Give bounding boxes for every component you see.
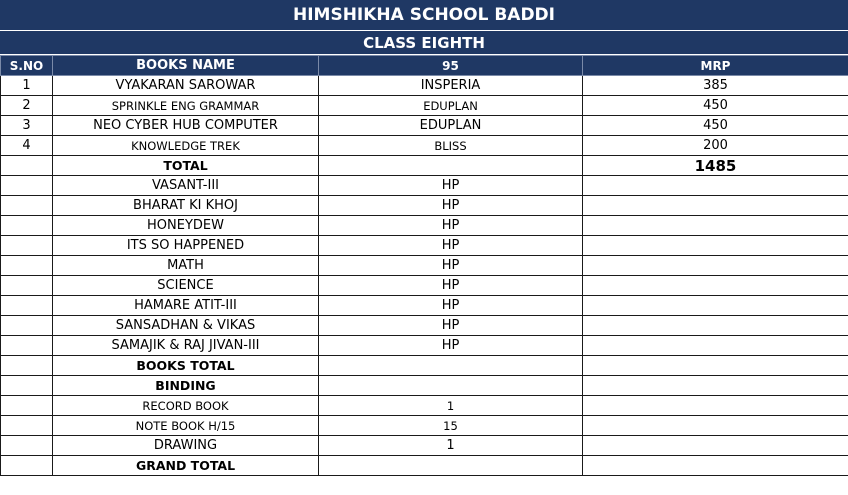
publisher-cell: HP [319, 176, 583, 196]
mrp-cell [583, 436, 848, 456]
publisher-cell [319, 456, 583, 476]
publisher-cell: BLISS [319, 136, 583, 156]
publisher-cell: HP [319, 236, 583, 256]
mrp-cell [583, 216, 848, 236]
mrp-cell: 385 [583, 76, 848, 96]
publisher-cell: EDUPLAN [319, 96, 583, 116]
book-name-cell: SAMAJIK & RAJ JIVAN-III [53, 336, 319, 356]
book-name-cell: SPRINKLE ENG GRAMMAR [53, 96, 319, 116]
table-row [1, 216, 848, 236]
mrp-cell: 450 [583, 116, 848, 136]
table-row [1, 436, 848, 456]
sno-cell [1, 256, 53, 276]
book-name-cell: DRAWING [53, 436, 319, 456]
column-header-mrp: MRP [583, 56, 848, 76]
publisher-cell: HP [319, 256, 583, 276]
table-row [1, 236, 848, 256]
sno-cell [1, 356, 53, 376]
publisher-cell: HP [319, 336, 583, 356]
table-row [1, 136, 848, 156]
mrp-cell [583, 296, 848, 316]
table-row [1, 336, 848, 356]
table-row [1, 316, 848, 336]
mrp-cell [583, 256, 848, 276]
binding-label: BINDING [53, 376, 319, 396]
book-name-cell: HAMARE ATIT-III [53, 296, 319, 316]
quantity-cell: 15 [319, 416, 583, 436]
sno-cell [1, 176, 53, 196]
sno-cell [1, 456, 53, 476]
book-name-cell: SANSADHAN & VIKAS [53, 316, 319, 336]
total-value: 1485 [583, 156, 848, 176]
school-title: HIMSHIKHA SCHOOL BADDI [0, 0, 848, 31]
publisher-cell: INSPERIA [319, 76, 583, 96]
sno-cell [1, 396, 53, 416]
book-name-cell: KNOWLEDGE TREK [53, 136, 319, 156]
total-row [1, 156, 848, 176]
table-row [1, 116, 848, 136]
book-name-cell: BHARAT KI KHOJ [53, 196, 319, 216]
publisher-cell [319, 356, 583, 376]
total-label: TOTAL [53, 156, 319, 176]
mrp-cell: 200 [583, 136, 848, 156]
mrp-cell [583, 396, 848, 416]
table-row [1, 196, 848, 216]
table-row [1, 416, 848, 436]
sno-cell [1, 416, 53, 436]
column-header-books-name: BOOKS NAME [53, 56, 319, 76]
publisher-cell: EDUPLAN [319, 116, 583, 136]
table-row [1, 76, 848, 96]
mrp-cell: 450 [583, 96, 848, 116]
mrp-cell [583, 356, 848, 376]
book-name-cell: VASANT-III [53, 176, 319, 196]
mrp-cell [583, 196, 848, 216]
grand-total-label: GRAND TOTAL [53, 456, 319, 476]
publisher-cell: HP [319, 196, 583, 216]
table-header-row [1, 56, 848, 76]
grand-total-row [1, 456, 848, 476]
book-name-cell: HONEYDEW [53, 216, 319, 236]
binding-row [1, 376, 848, 396]
mrp-cell [583, 316, 848, 336]
publisher-cell [319, 156, 583, 176]
book-name-cell: ITS SO HAPPENED [53, 236, 319, 256]
class-title: CLASS EIGHTH [0, 31, 848, 55]
book-name-cell: NEO CYBER HUB COMPUTER [53, 116, 319, 136]
publisher-cell: HP [319, 296, 583, 316]
book-name-cell: NOTE BOOK H/15 [53, 416, 319, 436]
sno-cell [1, 316, 53, 336]
publisher-cell: HP [319, 316, 583, 336]
sno-cell: 4 [1, 136, 53, 156]
table-row [1, 296, 848, 316]
mrp-cell [583, 376, 848, 396]
table-row [1, 396, 848, 416]
column-header-publisher: 95 [319, 56, 583, 76]
books-total-row [1, 356, 848, 376]
quantity-cell: 1 [319, 436, 583, 456]
column-header-sno: S.NO [1, 56, 53, 76]
table-row [1, 96, 848, 116]
publisher-cell: HP [319, 276, 583, 296]
table-row [1, 256, 848, 276]
sno-cell [1, 276, 53, 296]
book-name-cell: MATH [53, 256, 319, 276]
mrp-cell [583, 176, 848, 196]
book-list-table [0, 55, 848, 476]
sno-cell [1, 236, 53, 256]
sno-cell [1, 436, 53, 456]
sno-cell [1, 336, 53, 356]
quantity-cell: 1 [319, 396, 583, 416]
sno-cell: 2 [1, 96, 53, 116]
sno-cell [1, 216, 53, 236]
mrp-cell [583, 416, 848, 436]
mrp-cell [583, 456, 848, 476]
mrp-cell [583, 236, 848, 256]
publisher-cell: HP [319, 216, 583, 236]
sno-cell: 1 [1, 76, 53, 96]
books-total-label: BOOKS TOTAL [53, 356, 319, 376]
sno-cell [1, 196, 53, 216]
mrp-cell [583, 336, 848, 356]
sno-cell [1, 376, 53, 396]
book-name-cell: RECORD BOOK [53, 396, 319, 416]
sno-cell: 3 [1, 116, 53, 136]
publisher-cell [319, 376, 583, 396]
book-name-cell: SCIENCE [53, 276, 319, 296]
table-row [1, 276, 848, 296]
sno-cell [1, 296, 53, 316]
mrp-cell [583, 276, 848, 296]
sno-cell [1, 156, 53, 176]
table-row [1, 176, 848, 196]
book-name-cell: VYAKARAN SAROWAR [53, 76, 319, 96]
